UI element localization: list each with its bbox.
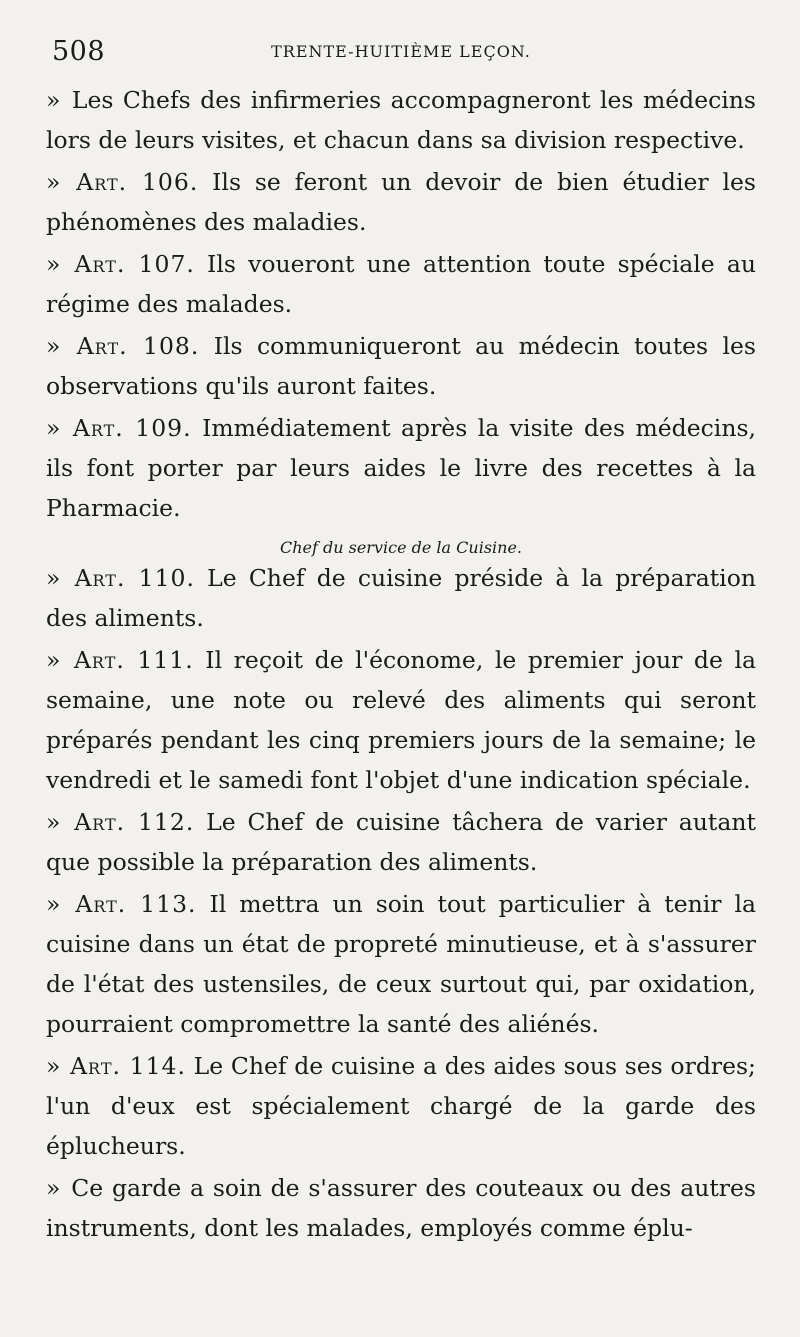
running-title: TRENTE-HUITIÈME LEÇON. [271,42,531,61]
quote-mark: » [46,414,71,442]
article-text: Le Chef de cuisine a des aides sous ses ordres; l'un d'eux est spécialement chargé de la garde des éplucheurs. [46,1052,756,1160]
quote-mark: » [46,646,72,674]
article-paragraph [46,408,756,528]
article-text: Il mettra un soin tout particulier à tenir la cuisine dans un état de propreté minutieuse, et à s'assurer de l'état des ustensiles, de ceux surtout qui, par oxidation, pourraient compromettre la santé des aliénés. [46,890,756,1038]
article-number: Art. 106. [76,168,199,196]
quote-mark: » [46,1174,70,1202]
article-paragraph [46,244,756,324]
article-text: Immédiatement après la visite des médecins, ils font porter par leurs aides le livre des recettes à la Pharmacie. [46,414,756,522]
text-block-top [46,80,756,528]
article-number: Art. 110. [74,564,195,592]
quote-mark: » [46,332,75,360]
article-number: Art. 114. [70,1052,186,1080]
page-number: 508 [52,36,106,67]
article-paragraph [46,558,756,638]
section-heading: Chef du service de la Cuisine. [279,538,523,557]
page-header [46,30,756,80]
quote-mark: » [46,890,74,918]
article-number: Art. 113. [75,890,197,918]
article-text: Ce garde a soin de s'assurer des couteaux ou des autres instruments, dont les malades, employés comme éplu- [46,1174,756,1242]
quote-mark: » [46,1052,69,1080]
article-paragraph [46,326,756,406]
text-block-bottom [46,558,756,1248]
article-number: Art. 111. [73,646,194,674]
article-number: Art. 107. [74,250,195,278]
article-paragraph [46,1046,756,1166]
article-number: Art. 109. [72,414,192,442]
article-number: Art. 112. [74,808,195,836]
article-text: Ils communiqueront au médecin toutes les observations qu'ils auront faites. [46,332,756,400]
article-paragraph [46,1168,756,1248]
article-paragraph [46,884,756,1044]
article-text: Ils se feront un devoir de bien étudier les phénomènes des maladies. [46,168,756,236]
article-text: Le Chef de cuisine préside à la préparation des aliments. [46,564,756,632]
article-text: Il reçoit de l'économe, le premier jour de la semaine, une note ou relevé des aliments qui seront préparés pendant les cinq premiers jours de la semaine; le vendredi et le samedi font l'objet d'une indication spéciale. [46,646,756,794]
article-number: Art. 108. [76,332,200,360]
article-text: Les Chefs des infirmeries accompagneront les médecins lors de leurs visites, et chacun dans sa division respective. [46,86,756,154]
quote-mark: » [46,564,73,592]
article-paragraph [46,640,756,800]
quote-mark: » [46,250,73,278]
quote-mark: » [46,168,75,196]
article-text: Le Chef de cuisine tâchera de varier autant que possible la préparation des aliments. [46,808,756,876]
quote-mark: » [46,86,70,114]
article-paragraph [46,162,756,242]
article-text: Ils voueront une attention toute spéciale au régime des malades. [46,250,756,318]
quote-mark: » [46,808,73,836]
article-paragraph [46,802,756,882]
article-paragraph [46,80,756,160]
